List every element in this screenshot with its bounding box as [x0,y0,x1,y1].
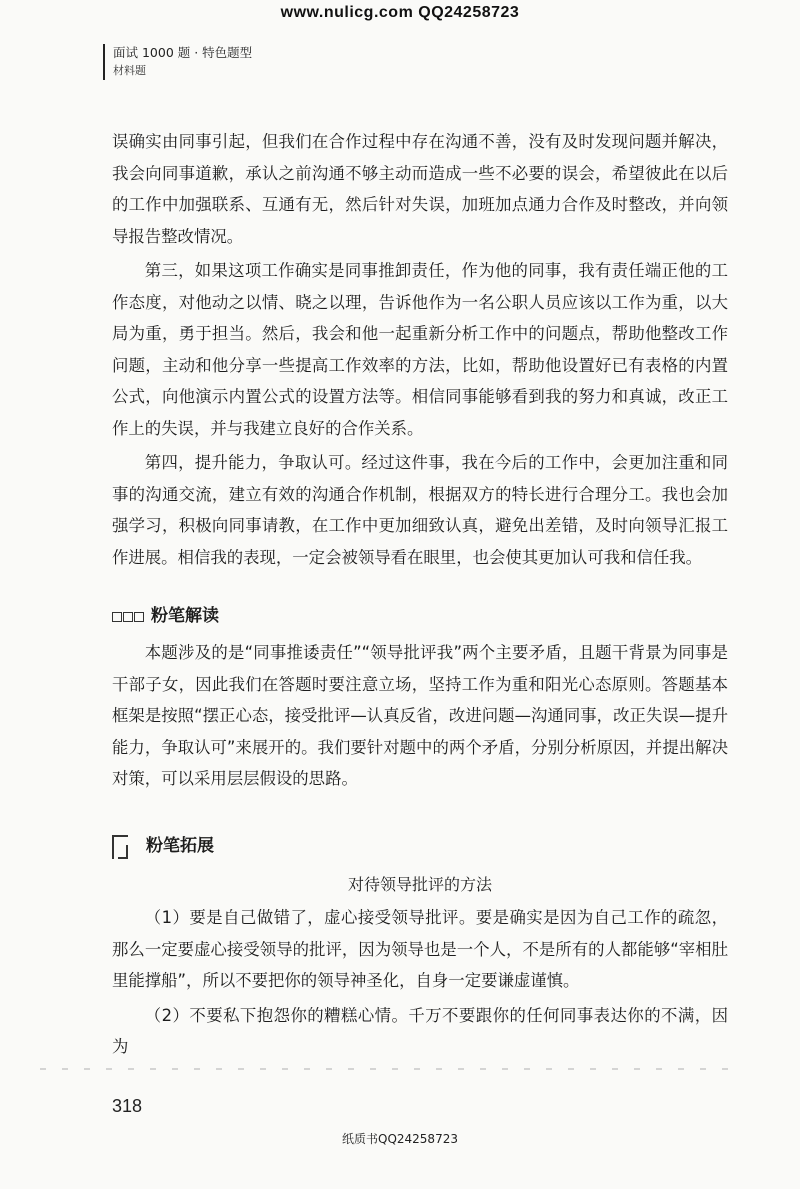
page-content [112,126,728,1066]
extension-item-1: （1）要是自己做错了，虚心接受领导批评。要是确实是因为自己工作的疏忽，那么一定要虚心接受领导的批评，因为领导也是一个人，不是所有的人都能够“宰相肚里能撑船”，所以不要把你的领导神圣化，自身一定要谦虚谨慎。 [112,908,728,990]
top-watermark: www.nulicg.com QQ24258723 [280,4,520,21]
extension-subtitle: 对待领导批评的方法 [347,874,492,894]
book-title: 面试 1000 题 · 特色题型 [113,45,253,60]
bracket-icon [112,835,128,859]
bottom-watermark: 纸质书QQ24258723 [342,1132,458,1146]
analysis-heading-label: 粉笔解读 [151,606,219,627]
body-paragraph-1: 误确实由同事引起，但我们在合作过程中存在沟通不善，没有及时发现问题并解决，我会向同事道歉，承认之前沟通不够主动而造成一些不必要的误会，希望彼此在以后的工作中加强联系、互通有无，然后针对失误，加班加点通力合作及时整改，并向领导报告整改情况。 [112,132,728,246]
scan-artifact-line [40,1068,730,1070]
analysis-paragraph: 本题涉及的是“同事推诿责任”“领导批评我”两个主要矛盾，且题干背景为同事是干部子女，因此我们在答题时要注意立场，坚持工作为重和阳光心态原则。答题基本框架是按照“摆正心态，接受批评—认真反省，改进问题—沟通同事，改正失误—提升能力，争取认可”来展开的。我们要针对题中的两个矛盾，分别分析原因，并提出解决对策，可以采用层层假设的思路。 [112,643,728,788]
analysis-heading [112,601,728,633]
body-paragraph-3: 第四，提升能力，争取认可。经过这件事，我在今后的工作中，会更加注重和同事的沟通交流，建立有效的沟通合作机制，根据双方的特长进行合理分工。我也会加强学习，积极向同事请教，在工作中更加细致认真，避免出差错，及时向领导汇报工作进展。相信我的表现，一定会被领导看在眼里，也会使其更加认可我和信任我。 [112,453,728,567]
chapter-label: 材料题 [113,64,146,77]
extension-heading [112,831,728,863]
extension-item-2: （2）不要私下抱怨你的糟糕心情。千万不要跟你的任何同事表达你的不满，因为 [112,1005,728,1056]
chalk-boxes-icon [112,612,145,622]
page-number: 318 [112,1096,143,1116]
extension-heading-label: 粉笔拓展 [146,835,214,856]
body-paragraph-2: 第三，如果这项工作确实是同事推卸责任，作为他的同事，我有责任端正他的工作态度，对他动之以情、晓之以理，告诉他作为一名公职人员应该以工作为重，以大局为重，勇于担当。然后，我会和他一起重新分析工作中的问题点，帮助他整改工作问题，主动和他分享一些提高工作效率的方法，比如，帮助他设置好已有表格的内置公式，向他演示内置公式的设置方法等。相信同事能够看到我的努力和真诚，改正工作上的失误，并与我建立良好的合作关系。 [112,261,728,438]
running-head [103,44,252,80]
